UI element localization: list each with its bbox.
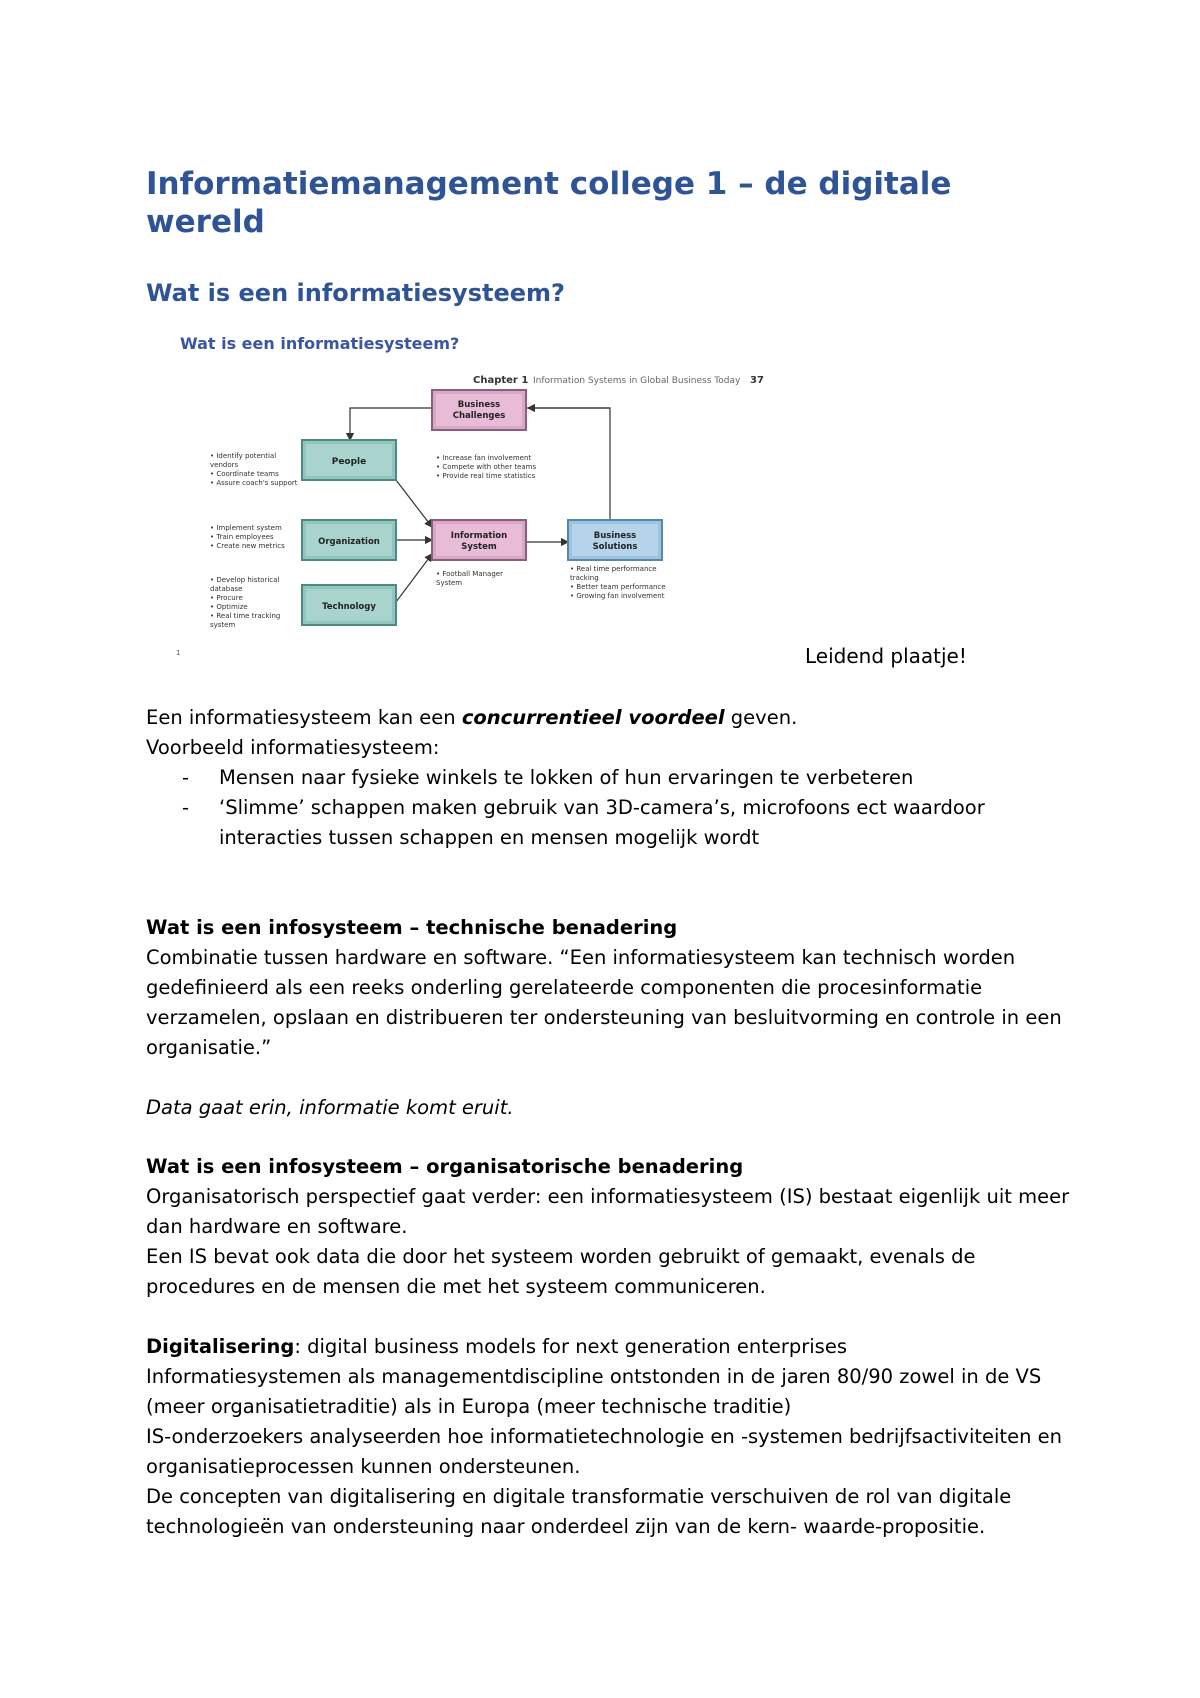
arrow-people-to-system	[396, 480, 432, 527]
svg-text:tracking: tracking	[570, 574, 599, 582]
svg-text:• Better team performance: • Better team performance	[570, 583, 666, 591]
svg-text:• Identify potential: • Identify potential	[210, 452, 277, 460]
digital-p3: De concepten van digitalisering en digitale transformatie verschuiven de rol van digitale technologieën van ondersteuning naar onderdeel zijn van de kern- waarde-propositie.	[146, 1485, 1012, 1538]
chapter-label: Chapter 1	[473, 375, 529, 386]
svg-text:Technology: Technology	[322, 602, 376, 612]
diagram-svg	[170, 320, 790, 665]
organizational-p1: Organisatorisch perspectief gaat verder: een informatiesysteem (IS) bestaat eigenlijk uit meer dan hardware en software.	[146, 1185, 1070, 1238]
svg-text:vendors: vendors	[210, 461, 239, 469]
svg-text:System: System	[436, 579, 463, 587]
svg-text:• Procure: • Procure	[210, 594, 243, 602]
intro-line-2: Voorbeeld informatiesysteem:	[146, 736, 440, 759]
organizational-section	[146, 1152, 1086, 1302]
svg-text:• Increase fan involvement: • Increase fan involvement	[436, 454, 532, 462]
digital-label-rest: : digital business models for next generation enterprises	[294, 1335, 847, 1358]
list-item: - Mensen naar fysieke winkels te lokken of hun ervaringen te verbeteren	[182, 766, 914, 789]
svg-text:• Create new metrics: • Create new metrics	[210, 542, 285, 550]
chapter-text: Information Systems in Global Business Today	[533, 376, 741, 386]
technology-bullets	[210, 576, 280, 629]
svg-text:Business: Business	[593, 531, 637, 541]
svg-text:• Real time performance: • Real time performance	[570, 565, 657, 573]
list-item: - ‘Slimme’ schappen maken gebruik van 3D-camera’s, microfoons ect waardoor interacties tussen schappen en mensen mogelijk wordt	[182, 796, 985, 849]
solution-bullets	[570, 565, 666, 600]
arrow-line-solutions-to-challenges	[525, 408, 610, 528]
digital-section	[146, 1332, 1086, 1542]
figure-caption: Leidend plaatje!	[805, 644, 967, 668]
digital-p1: Informatiesystemen als managementdiscipline ontstonden in de jaren 80/90 zowel in de VS (meer organisatietraditie) als in Europa (meer technische traditie)	[146, 1365, 1042, 1418]
technical-heading: Wat is een infosysteem – technische benadering	[146, 916, 678, 939]
document-title: Informatiemanagement college 1 – de digitale wereld	[146, 166, 952, 240]
intro-line-1: Een informatiesysteem kan een concurrentieel voordeel geven.	[146, 706, 798, 729]
footnote-mark: 1	[176, 649, 181, 657]
svg-text:• Assure coach's support: • Assure coach's support	[210, 479, 298, 487]
figure-title: Wat is een informatiesysteem?	[180, 334, 460, 353]
challenge-bullets	[436, 454, 536, 480]
arrow-challenges-to-people	[350, 408, 432, 440]
svg-text:System: System	[461, 542, 497, 552]
box-information-system	[432, 520, 526, 560]
box-technology	[302, 585, 396, 625]
box-business-challenges	[432, 390, 526, 430]
technical-italic: Data gaat erin, informatie komt eruit.	[146, 1096, 514, 1119]
organizational-heading: Wat is een infosysteem – organisatorische benadering	[146, 1155, 744, 1178]
svg-text:• Football Manager: • Football Manager	[436, 570, 503, 578]
svg-text:Information: Information	[450, 531, 508, 541]
system-bullets	[436, 570, 503, 587]
figure-information-system-diagram	[170, 320, 790, 665]
people-bullets	[210, 452, 298, 487]
box-business-solutions	[568, 520, 662, 560]
emphasis-concurrentieel-voordeel: concurrentieel voordeel	[461, 706, 725, 729]
svg-text:• Coordinate teams: • Coordinate teams	[210, 470, 279, 478]
svg-text:• Real time tracking: • Real time tracking	[210, 612, 281, 620]
page-number: 37	[750, 375, 764, 386]
svg-text:system: system	[210, 621, 236, 629]
svg-text:Business: Business	[457, 400, 501, 410]
svg-text:• Optimize: • Optimize	[210, 603, 248, 611]
arrow-technology-to-system	[396, 554, 432, 602]
section-heading-informatiesysteem: Wat is een informatiesysteem?	[146, 279, 565, 307]
svg-text:Solutions: Solutions	[592, 542, 638, 552]
svg-text:• Implement system: • Implement system	[210, 524, 282, 532]
technical-section	[146, 913, 1086, 1123]
svg-text:Challenges: Challenges	[452, 411, 506, 421]
digital-label: Digitalisering	[146, 1335, 295, 1358]
box-people	[302, 440, 396, 480]
svg-text:database: database	[210, 585, 243, 593]
organization-bullets	[210, 524, 285, 550]
svg-text:• Compete with other teams: • Compete with other teams	[436, 463, 537, 471]
svg-text:• Train employees: • Train employees	[210, 533, 274, 541]
technical-text: Combinatie tussen hardware en software. “Een informatiesysteem kan technisch worden gedefinieerd als een reeks onderling gerelateerde componenten die procesinformatie verzamelen, opslaan en distribueren ter ondersteuning van besluitvorming en controle in een organisatie.”	[146, 946, 1062, 1059]
svg-text:People: People	[331, 457, 367, 467]
intro-section	[146, 703, 1086, 853]
svg-text:• Develop historical: • Develop historical	[210, 576, 280, 584]
digital-p2: IS-onderzoekers analyseerden hoe informatietechnologie en -systemen bedrijfsactiviteiten en organisatieprocessen kunnen ondersteunen.	[146, 1425, 1062, 1478]
svg-text:• Provide real time statistics: • Provide real time statistics	[436, 472, 536, 480]
svg-text:• Growing fan involvement: • Growing fan involvement	[570, 592, 665, 600]
organizational-p2: Een IS bevat ook data die door het systeem worden gebruikt of gemaakt, evenals de procedures en de mensen die met het systeem communiceren.	[146, 1245, 976, 1298]
box-organization	[302, 520, 396, 560]
svg-text:Organization: Organization	[318, 537, 380, 547]
